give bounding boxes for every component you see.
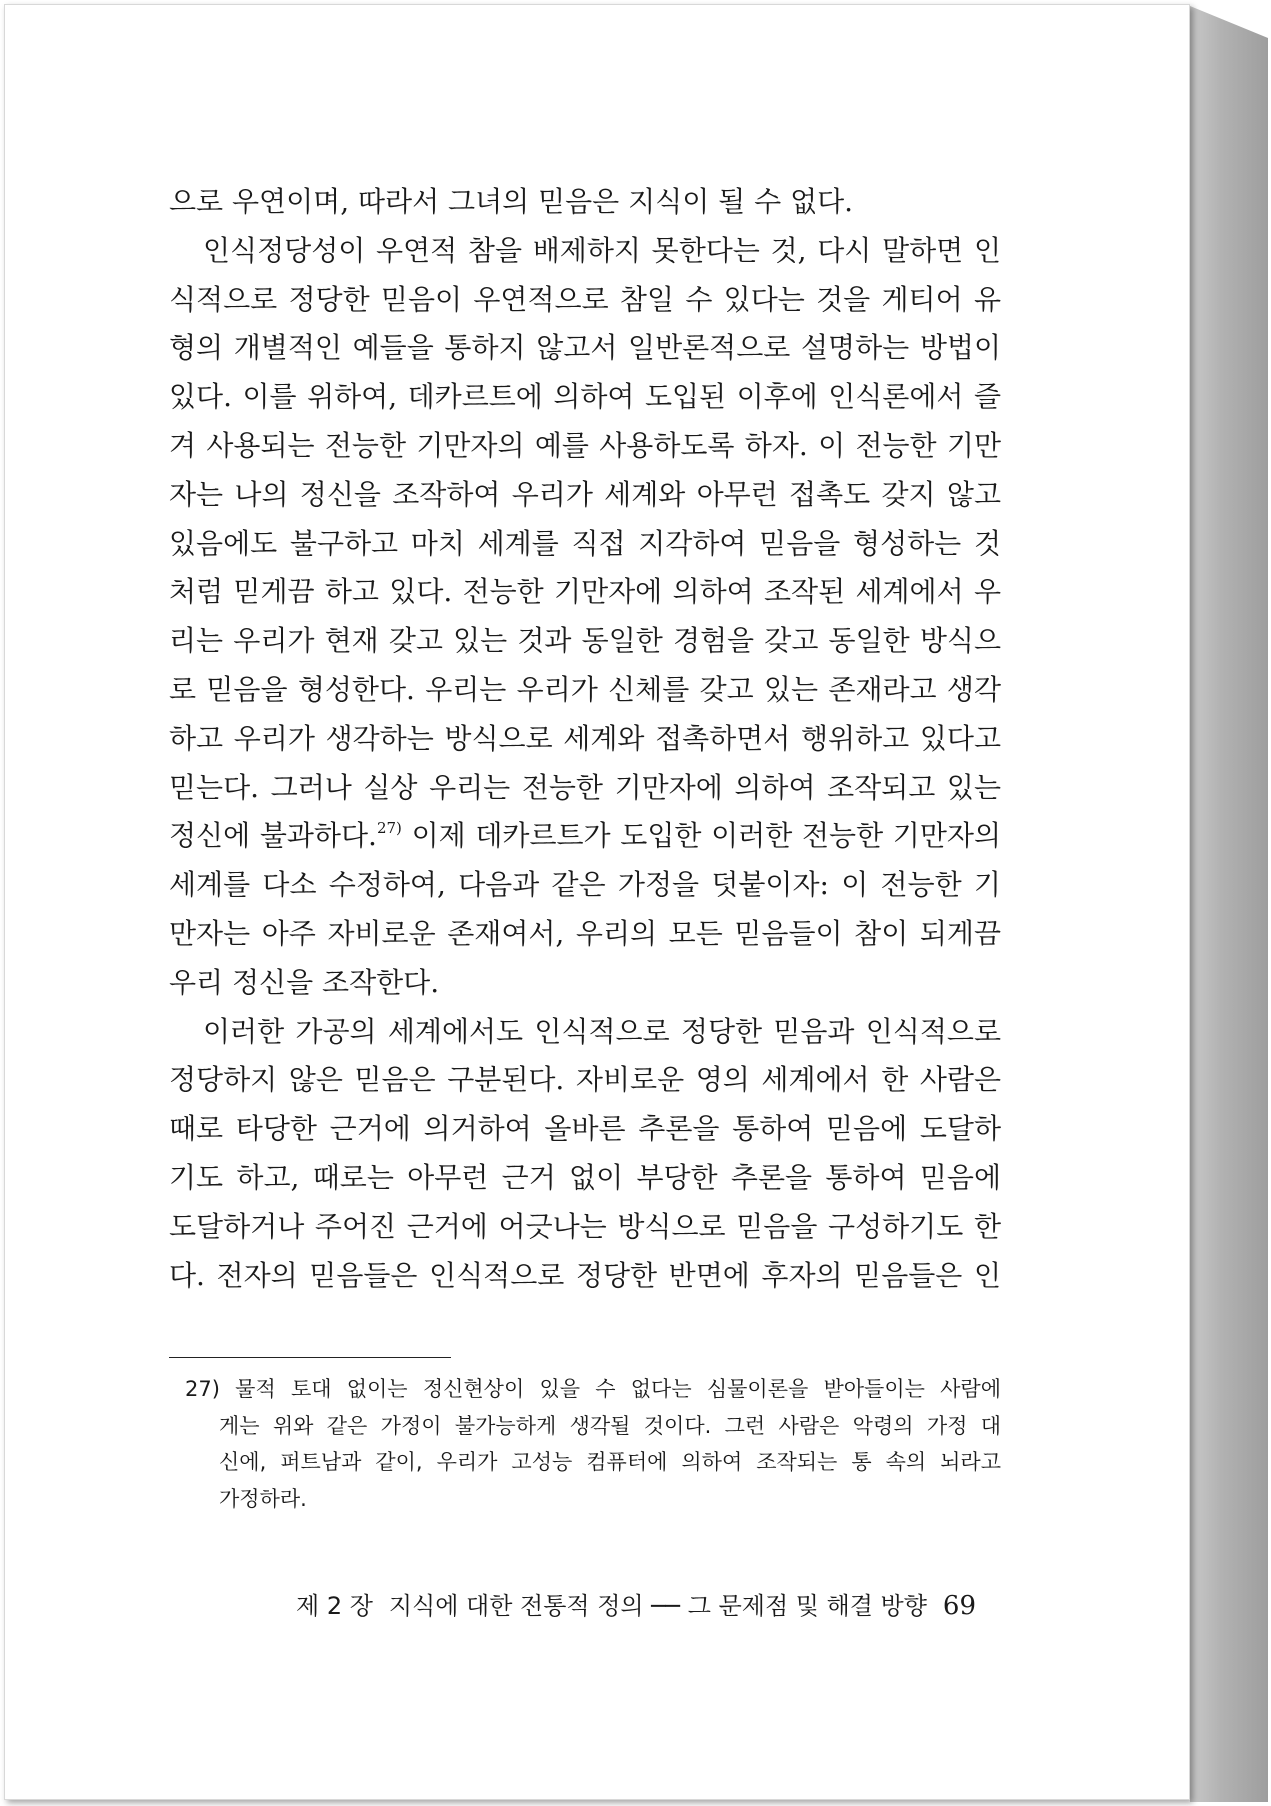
body-line: 도달하거나 주어진 근거에 어긋나는 방식으로 믿음을 구성하기도 한 — [169, 1209, 1001, 1243]
body-line: 정당하지 않은 믿음은 구분된다. 자비로운 영의 세계에서 한 사람은 — [169, 1063, 1001, 1097]
body-line: 겨 사용되는 전능한 기만자의 예를 사용하도록 하자. 이 전능한 기만 — [169, 428, 1001, 462]
page-number: 69 — [942, 1591, 976, 1621]
body-line: 때로 타당한 근거에 의거하여 올바른 추론을 통하여 믿음에 도달하 — [169, 1112, 1001, 1146]
body-line: 하고 우리가 생각하는 방식으로 세계와 접촉하면서 행위하고 있다고 — [169, 721, 1001, 755]
body-text — [169, 178, 1001, 1300]
body-line: 형의 개별적인 예들을 통하지 않고서 일반론적으로 설명하는 방법이 — [169, 331, 1001, 365]
body-line: 만자는 아주 자비로운 존재여서, 우리의 모든 믿음들이 참이 되게끔 — [169, 916, 1001, 950]
body-line: 식적으로 정당한 믿음이 우연적으로 참일 수 있다는 것을 게티어 유 — [169, 282, 1001, 316]
chapter-title: 지식에 대한 전통적 정의 ── 그 문제점 및 해결 방향 — [388, 1592, 927, 1620]
book-page-edge — [1190, 6, 1268, 1802]
body-line: 리는 우리가 현재 갖고 있는 것과 동일한 경험을 갖고 동일한 방식으 — [169, 624, 1001, 658]
footnote-line: 가정하라. — [219, 1486, 307, 1511]
body-line: 처럼 믿게끔 하고 있다. 전능한 기만자에 의하여 조작된 세계에서 우 — [169, 575, 1001, 609]
body-line: 자는 나의 정신을 조작하여 우리가 세계와 아무런 접촉도 갖지 않고 — [169, 477, 1001, 511]
body-line: 기도 하고, 때로는 아무런 근거 없이 부당한 추론을 통하여 믿음에 — [169, 1160, 1001, 1194]
body-line: 세계를 다소 수정하여, 다음과 같은 가정을 덧붙이자: 이 전능한 기 — [169, 868, 1001, 902]
body-line: 다. 전자의 믿음들은 인식적으로 정당한 반면에 후자의 믿음들은 인 — [169, 1258, 1001, 1292]
chapter-label: 제 2 장 — [296, 1592, 373, 1620]
body-line: 있다. 이를 위하여, 데카르트에 의하여 도입된 이후에 인식론에서 즐 — [169, 380, 1001, 414]
body-line-head: 정신에 불과하다. — [169, 819, 377, 853]
footnote-reference[interactable]: 27) — [376, 819, 402, 838]
footnote-line — [185, 1371, 1001, 1408]
body-line: 믿는다. 그러나 실상 우리는 전능한 기만자에 의하여 조작되고 있는 — [169, 770, 1001, 804]
body-line: 있음에도 불구하고 마치 세계를 직접 지각하여 믿음을 형성하는 것 — [169, 526, 1001, 560]
body-line: 으로 우연이며, 따라서 그녀의 믿음은 지식이 될 수 없다. — [169, 185, 854, 218]
body-line: 로 믿음을 형성한다. 우리는 우리가 신체를 갖고 있는 존재라고 생각 — [169, 672, 1001, 706]
footnote-number: 27) — [185, 1377, 220, 1401]
body-line-with-footnote — [169, 812, 1001, 861]
body-line: 우리 정신을 조작한다. — [169, 965, 440, 999]
footnote-line: 게는 위와 같은 가정이 불가능하게 생각될 것이다. 그런 사람은 악령의 가정 대 — [219, 1413, 1001, 1438]
footnote-line: 신에, 퍼트남과 같이, 우리가 고성능 컴퓨터에 의하여 조작되는 통 속의 뇌라고 — [219, 1450, 1001, 1474]
running-footer — [296, 1586, 976, 1621]
footnote — [185, 1371, 1001, 1517]
footnote-divider — [169, 1357, 451, 1358]
body-line-tail: 이제 데카르트가 도입한 이러한 전능한 기만자의 — [401, 819, 1001, 853]
body-line: 인식정당성이 우연적 참을 배제하지 못한다는 것, 다시 말하면 인 — [203, 233, 1001, 267]
footnote-text: 물적 토대 없이는 정신현상이 있을 수 없다는 심물이론을 받아들이는 사람에 — [235, 1377, 1001, 1401]
body-line: 이러한 가공의 세계에서도 인식적으로 정당한 믿음과 인식적으로 — [203, 1014, 1001, 1048]
